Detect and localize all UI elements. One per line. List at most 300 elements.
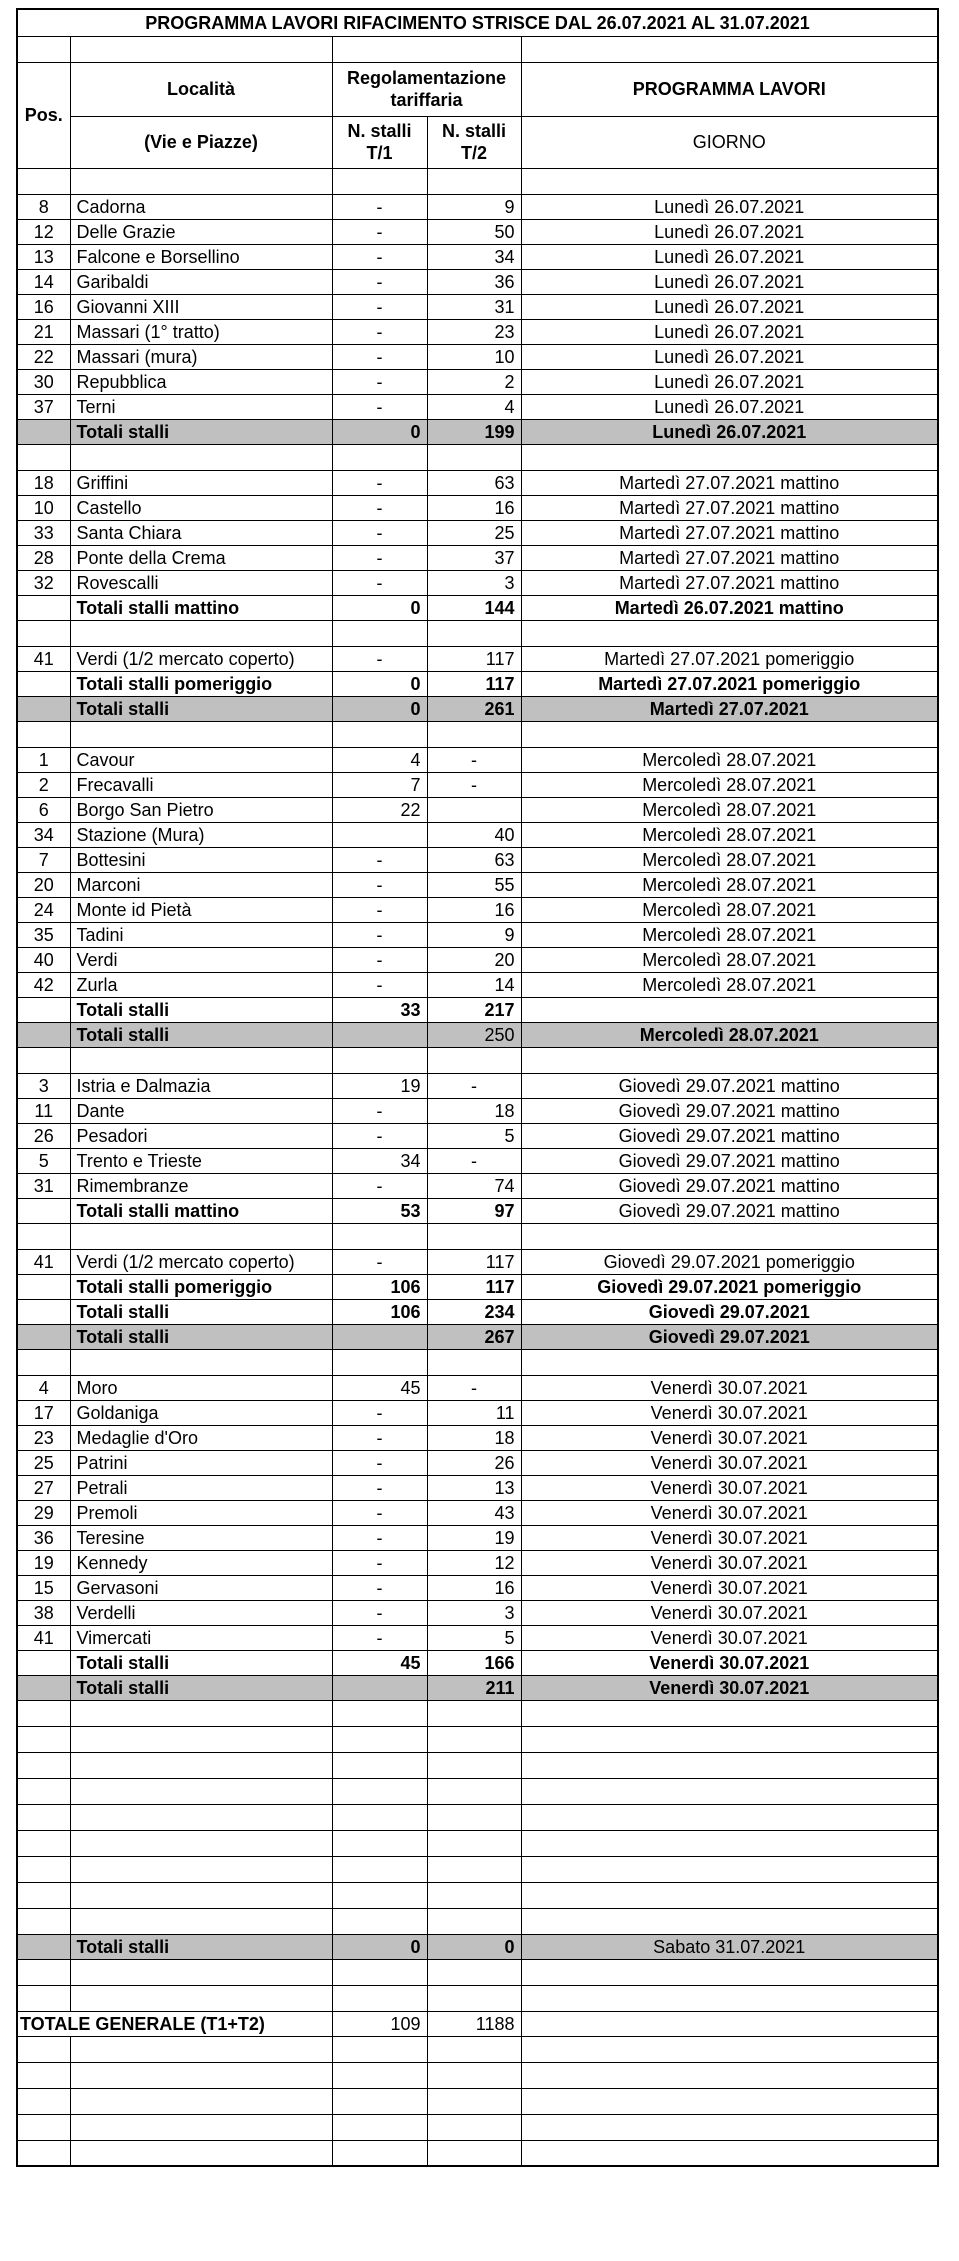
header-vie: (Vie e Piazze) — [70, 116, 332, 168]
cell-pos: 18 — [17, 470, 70, 495]
cell-pos: 11 — [17, 1098, 70, 1123]
cell-localita: Petrali — [70, 1475, 332, 1500]
header-regolamentazione: Regolamentazione tariffaria — [332, 62, 521, 116]
cell-total-label: Totali stalli — [70, 1022, 332, 1047]
cell-t1: - — [332, 872, 427, 897]
cell-giorno: Lunedì 26.07.2021 — [521, 244, 938, 269]
cell-total-label: Totali stalli — [70, 1934, 332, 1959]
cell-total-t1: 106 — [332, 1299, 427, 1324]
cell-pos: 34 — [17, 822, 70, 847]
cell-total-giorno: Giovedì 29.07.2021 mattino — [521, 1198, 938, 1223]
cell-localita: Verdi (1/2 mercato coperto) — [70, 1249, 332, 1274]
table-row — [17, 545, 938, 570]
header-programma: PROGRAMMA LAVORI — [521, 62, 938, 116]
cell-t1: - — [332, 1098, 427, 1123]
cell-t2: 3 — [427, 1600, 521, 1625]
spacer-row — [17, 2062, 938, 2088]
cell-t1: - — [332, 269, 427, 294]
cell-t2: 50 — [427, 219, 521, 244]
cell-t2: 2 — [427, 369, 521, 394]
cell-total-label: Totali stalli — [70, 1324, 332, 1349]
cell-localita: Premoli — [70, 1500, 332, 1525]
header-pos: Pos. — [17, 62, 70, 168]
cell-pos: 12 — [17, 219, 70, 244]
cell-pos: 1 — [17, 747, 70, 772]
spacer-row — [17, 1726, 938, 1752]
cell-t2: 19 — [427, 1525, 521, 1550]
cell-t1: - — [332, 947, 427, 972]
cell-t2: 18 — [427, 1098, 521, 1123]
cell-total-giorno: Giovedì 29.07.2021 — [521, 1324, 938, 1349]
cell-total-label: Totali stalli — [70, 1650, 332, 1675]
page-title: PROGRAMMA LAVORI RIFACIMENTO STRISCE DAL 26.07.2021 AL 31.07.2021 — [17, 9, 938, 36]
cell-t1: - — [332, 646, 427, 671]
table-row — [17, 1123, 938, 1148]
cell-localita: Verdi (1/2 mercato coperto) — [70, 646, 332, 671]
cell-t1: - — [332, 1575, 427, 1600]
table-row — [17, 947, 938, 972]
cell-t2: - — [427, 1375, 521, 1400]
cell-total-t1: 0 — [332, 595, 427, 620]
cell-giorno: Giovedì 29.07.2021 mattino — [521, 1123, 938, 1148]
cell-t1: - — [332, 1249, 427, 1274]
cell-total-label: Totali stalli — [70, 696, 332, 721]
cell-giorno: Lunedì 26.07.2021 — [521, 219, 938, 244]
cell-t2: 117 — [427, 646, 521, 671]
day-total-row — [17, 696, 938, 721]
cell-total-t1: 33 — [332, 997, 427, 1022]
cell-localita: Vimercati — [70, 1625, 332, 1650]
cell-localita: Cavour — [70, 747, 332, 772]
cell-total-t2: 117 — [427, 1274, 521, 1299]
cell-giorno: Venerdì 30.07.2021 — [521, 1400, 938, 1425]
cell-giorno: Giovedì 29.07.2021 pomeriggio — [521, 1249, 938, 1274]
cell-pos: 3 — [17, 1073, 70, 1098]
cell-pos: 41 — [17, 646, 70, 671]
spacer-row — [17, 721, 938, 747]
cell-localita: Griffini — [70, 470, 332, 495]
cell-localita: Tadini — [70, 922, 332, 947]
grand-total-row — [17, 2011, 938, 2036]
header-t1: N. stalli T/1 — [332, 116, 427, 168]
table-row — [17, 972, 938, 997]
cell-total-t2: 211 — [427, 1675, 521, 1700]
subtotal-row — [17, 997, 938, 1022]
cell-t1: - — [332, 1500, 427, 1525]
cell-localita: Teresine — [70, 1525, 332, 1550]
cell-localita: Goldaniga — [70, 1400, 332, 1425]
table-row — [17, 1575, 938, 1600]
day-total-row — [17, 1675, 938, 1700]
cell-localita: Ponte della Crema — [70, 545, 332, 570]
cell-t1: - — [332, 470, 427, 495]
spacer-row — [17, 1047, 938, 1073]
cell-t1 — [332, 822, 427, 847]
cell-total-giorno: Giovedì 29.07.2021 pomeriggio — [521, 1274, 938, 1299]
cell-t2: 16 — [427, 495, 521, 520]
cell-pos: 10 — [17, 495, 70, 520]
day-total-row — [17, 1022, 938, 1047]
table-row — [17, 269, 938, 294]
cell-t1: - — [332, 972, 427, 997]
table-row — [17, 194, 938, 219]
table-row — [17, 244, 938, 269]
table-row — [17, 470, 938, 495]
cell-giorno: Venerdì 30.07.2021 — [521, 1600, 938, 1625]
cell-giorno: Venerdì 30.07.2021 — [521, 1425, 938, 1450]
cell-pos: 42 — [17, 972, 70, 997]
cell-total-t1: 45 — [332, 1650, 427, 1675]
cell-total-t2: 117 — [427, 671, 521, 696]
table-row — [17, 570, 938, 595]
cell-total-t2: 261 — [427, 696, 521, 721]
table-row — [17, 495, 938, 520]
cell-t1: - — [332, 1475, 427, 1500]
table-row — [17, 1450, 938, 1475]
cell-total-giorno: Sabato 31.07.2021 — [521, 1934, 938, 1959]
table-row — [17, 369, 938, 394]
cell-t1: - — [332, 1550, 427, 1575]
cell-giorno: Mercoledì 28.07.2021 — [521, 847, 938, 872]
cell-giorno: Venerdì 30.07.2021 — [521, 1475, 938, 1500]
cell-pos: 22 — [17, 344, 70, 369]
cell-total-t2: 0 — [427, 1934, 521, 1959]
cell-pos — [17, 1022, 70, 1047]
header-localita: Località — [70, 62, 332, 116]
cell-localita: Frecavalli — [70, 772, 332, 797]
spacer-row — [17, 620, 938, 646]
cell-total-t1 — [332, 1675, 427, 1700]
cell-giorno: Martedì 27.07.2021 mattino — [521, 520, 938, 545]
spacer-row — [17, 2114, 938, 2140]
cell-localita: Istria e Dalmazia — [70, 1073, 332, 1098]
table-row — [17, 872, 938, 897]
cell-t1: 19 — [332, 1073, 427, 1098]
spacer-row — [17, 2140, 938, 2166]
cell-pos — [17, 1934, 70, 1959]
cell-total-giorno: Venerdì 30.07.2021 — [521, 1675, 938, 1700]
cell-total-t2: 250 — [427, 1022, 521, 1047]
cell-t2: 74 — [427, 1173, 521, 1198]
cell-t1: - — [332, 545, 427, 570]
cell-giorno: Martedì 27.07.2021 mattino — [521, 470, 938, 495]
cell-pos — [17, 1650, 70, 1675]
cell-pos — [17, 671, 70, 696]
cell-t2: 13 — [427, 1475, 521, 1500]
table-row — [17, 1375, 938, 1400]
cell-pos — [17, 1198, 70, 1223]
table-row — [17, 822, 938, 847]
cell-total-giorno: Martedì 27.07.2021 pomeriggio — [521, 671, 938, 696]
grand-total-label: TOTALE GENERALE (T1+T2) — [17, 2011, 332, 2036]
grand-total-t2: 1188 — [427, 2011, 521, 2036]
table-row — [17, 1073, 938, 1098]
cell-giorno: Lunedì 26.07.2021 — [521, 194, 938, 219]
table-row — [17, 1550, 938, 1575]
cell-total-label: Totali stalli — [70, 419, 332, 444]
cell-giorno: Mercoledì 28.07.2021 — [521, 922, 938, 947]
spacer-row — [17, 1778, 938, 1804]
cell-giorno: Giovedì 29.07.2021 mattino — [521, 1148, 938, 1173]
cell-t2: 55 — [427, 872, 521, 897]
subtotal-row — [17, 1274, 938, 1299]
cell-localita: Monte id Pietà — [70, 897, 332, 922]
cell-giorno: Mercoledì 28.07.2021 — [521, 872, 938, 897]
cell-pos: 28 — [17, 545, 70, 570]
cell-pos: 19 — [17, 1550, 70, 1575]
table-row — [17, 797, 938, 822]
cell-t2: 36 — [427, 269, 521, 294]
subheader-row — [17, 116, 938, 168]
cell-t2: 4 — [427, 394, 521, 419]
cell-t2: 18 — [427, 1425, 521, 1450]
cell-t2: 3 — [427, 570, 521, 595]
cell-localita: Zurla — [70, 972, 332, 997]
cell-pos: 13 — [17, 244, 70, 269]
cell-t1: - — [332, 194, 427, 219]
cell-total-label: Totali stalli pomeriggio — [70, 671, 332, 696]
cell-total-giorno: Lunedì 26.07.2021 — [521, 419, 938, 444]
cell-giorno: Venerdì 30.07.2021 — [521, 1550, 938, 1575]
cell-total-giorno: Martedì 26.07.2021 mattino — [521, 595, 938, 620]
cell-pos: 20 — [17, 872, 70, 897]
table-row — [17, 1425, 938, 1450]
cell-giorno: Venerdì 30.07.2021 — [521, 1375, 938, 1400]
cell-giorno: Giovedì 29.07.2021 mattino — [521, 1098, 938, 1123]
cell-giorno: Mercoledì 28.07.2021 — [521, 772, 938, 797]
cell-localita: Marconi — [70, 872, 332, 897]
cell-giorno: Mercoledì 28.07.2021 — [521, 972, 938, 997]
cell-localita: Massari (mura) — [70, 344, 332, 369]
cell-total-t1 — [332, 1022, 427, 1047]
cell-giorno: Mercoledì 28.07.2021 — [521, 747, 938, 772]
table-row — [17, 897, 938, 922]
cell-localita: Dante — [70, 1098, 332, 1123]
subtotal-row — [17, 1650, 938, 1675]
spacer-row — [17, 1349, 938, 1375]
cell-t1: - — [332, 570, 427, 595]
cell-total-t2: 166 — [427, 1650, 521, 1675]
cell-pos — [17, 419, 70, 444]
cell-t1: - — [332, 344, 427, 369]
cell-pos: 37 — [17, 394, 70, 419]
cell-pos: 38 — [17, 1600, 70, 1625]
cell-t2: 14 — [427, 972, 521, 997]
cell-t2: 40 — [427, 822, 521, 847]
cell-t2: - — [427, 747, 521, 772]
subtotal-row — [17, 595, 938, 620]
cell-total-label: Totali stalli mattino — [70, 1198, 332, 1223]
cell-t1: - — [332, 495, 427, 520]
cell-total-label: Totali stalli — [70, 1299, 332, 1324]
table-row — [17, 922, 938, 947]
day-total-row — [17, 419, 938, 444]
cell-giorno: Lunedì 26.07.2021 — [521, 319, 938, 344]
cell-giorno: Giovedì 29.07.2021 mattino — [521, 1073, 938, 1098]
spacer-row — [17, 1985, 938, 2011]
spacer-row — [17, 1959, 938, 1985]
cell-t1: - — [332, 319, 427, 344]
cell-pos: 6 — [17, 797, 70, 822]
cell-pos: 17 — [17, 1400, 70, 1425]
cell-t1: - — [332, 369, 427, 394]
cell-pos: 23 — [17, 1425, 70, 1450]
table-row — [17, 1500, 938, 1525]
cell-t2: 9 — [427, 922, 521, 947]
cell-pos: 30 — [17, 369, 70, 394]
table-row — [17, 344, 938, 369]
cell-total-t1: 53 — [332, 1198, 427, 1223]
cell-t2 — [427, 797, 521, 822]
cell-pos: 29 — [17, 1500, 70, 1525]
spacer-row — [17, 1804, 938, 1830]
cell-pos — [17, 1675, 70, 1700]
table-row — [17, 1249, 938, 1274]
cell-t1: - — [332, 1600, 427, 1625]
cell-localita: Terni — [70, 394, 332, 419]
cell-total-t1: 0 — [332, 1934, 427, 1959]
spacer-row — [17, 2088, 938, 2114]
cell-pos: 21 — [17, 319, 70, 344]
cell-pos: 32 — [17, 570, 70, 595]
cell-total-label: Totali stalli — [70, 1675, 332, 1700]
cell-pos — [17, 997, 70, 1022]
table-row — [17, 294, 938, 319]
spacer-row — [17, 1908, 938, 1934]
cell-total-giorno — [521, 997, 938, 1022]
spacer-row — [17, 444, 938, 470]
cell-total-t2: 144 — [427, 595, 521, 620]
cell-t1: - — [332, 1625, 427, 1650]
cell-t2: 26 — [427, 1450, 521, 1475]
cell-pos: 35 — [17, 922, 70, 947]
cell-t2: - — [427, 772, 521, 797]
cell-pos: 25 — [17, 1450, 70, 1475]
cell-localita: Medaglie d'Oro — [70, 1425, 332, 1450]
spacer-row — [17, 1856, 938, 1882]
cell-total-t1: 0 — [332, 696, 427, 721]
spacer-row — [17, 1223, 938, 1249]
cell-pos: 15 — [17, 1575, 70, 1600]
cell-giorno: Martedì 27.07.2021 pomeriggio — [521, 646, 938, 671]
cell-giorno: Martedì 27.07.2021 mattino — [521, 495, 938, 520]
spacer-row — [17, 36, 938, 62]
cell-pos: 4 — [17, 1375, 70, 1400]
cell-localita: Massari (1° tratto) — [70, 319, 332, 344]
cell-giorno: Venerdì 30.07.2021 — [521, 1625, 938, 1650]
cell-t2: 16 — [427, 1575, 521, 1600]
cell-localita: Repubblica — [70, 369, 332, 394]
cell-total-giorno: Giovedì 29.07.2021 — [521, 1299, 938, 1324]
cell-pos: 33 — [17, 520, 70, 545]
day-total-row — [17, 1324, 938, 1349]
cell-t1: 22 — [332, 797, 427, 822]
cell-pos: 31 — [17, 1173, 70, 1198]
spacer-row — [17, 1700, 938, 1726]
cell-localita: Stazione (Mura) — [70, 822, 332, 847]
cell-total-giorno: Martedì 27.07.2021 — [521, 696, 938, 721]
cell-giorno: Venerdì 30.07.2021 — [521, 1575, 938, 1600]
cell-pos: 26 — [17, 1123, 70, 1148]
cell-t2: 16 — [427, 897, 521, 922]
cell-t2: 31 — [427, 294, 521, 319]
cell-total-t1: 0 — [332, 419, 427, 444]
cell-t2: 5 — [427, 1123, 521, 1148]
cell-t1: - — [332, 922, 427, 947]
table-row — [17, 1173, 938, 1198]
spacer-row — [17, 1830, 938, 1856]
cell-t2: 11 — [427, 1400, 521, 1425]
table-row — [17, 1098, 938, 1123]
cell-t1: - — [332, 1525, 427, 1550]
cell-giorno: Venerdì 30.07.2021 — [521, 1450, 938, 1475]
cell-localita: Verdelli — [70, 1600, 332, 1625]
spacer-row — [17, 1752, 938, 1778]
table-row — [17, 1475, 938, 1500]
cell-localita: Delle Grazie — [70, 219, 332, 244]
cell-pos — [17, 1274, 70, 1299]
table-row — [17, 1148, 938, 1173]
cell-total-t2: 267 — [427, 1324, 521, 1349]
cell-t1: - — [332, 244, 427, 269]
cell-localita: Giovanni XIII — [70, 294, 332, 319]
work-schedule-table — [16, 8, 939, 2167]
cell-total-t2: 217 — [427, 997, 521, 1022]
cell-localita: Gervasoni — [70, 1575, 332, 1600]
table-row — [17, 1525, 938, 1550]
cell-total-t2: 97 — [427, 1198, 521, 1223]
cell-giorno: Giovedì 29.07.2021 mattino — [521, 1173, 938, 1198]
day-total-row — [17, 1934, 938, 1959]
subtotal-row — [17, 1299, 938, 1324]
cell-localita: Verdi — [70, 947, 332, 972]
cell-t2: 34 — [427, 244, 521, 269]
cell-total-t2: 199 — [427, 419, 521, 444]
cell-pos: 36 — [17, 1525, 70, 1550]
cell-t2: 63 — [427, 470, 521, 495]
cell-t2: 20 — [427, 947, 521, 972]
header-giorno: GIORNO — [521, 116, 938, 168]
cell-t1: - — [332, 294, 427, 319]
cell-giorno: Martedì 27.07.2021 mattino — [521, 545, 938, 570]
cell-localita: Patrini — [70, 1450, 332, 1475]
cell-t1: - — [332, 1400, 427, 1425]
cell-pos — [17, 1299, 70, 1324]
cell-total-label: Totali stalli pomeriggio — [70, 1274, 332, 1299]
cell-giorno: Lunedì 26.07.2021 — [521, 394, 938, 419]
table-row — [17, 646, 938, 671]
subtotal-row — [17, 1198, 938, 1223]
cell-pos: 14 — [17, 269, 70, 294]
cell-giorno: Mercoledì 28.07.2021 — [521, 897, 938, 922]
cell-pos — [17, 696, 70, 721]
cell-pos: 27 — [17, 1475, 70, 1500]
cell-giorno: Mercoledì 28.07.2021 — [521, 822, 938, 847]
cell-total-label: Totali stalli mattino — [70, 595, 332, 620]
cell-t1: - — [332, 219, 427, 244]
cell-localita: Rimembranze — [70, 1173, 332, 1198]
cell-giorno: Mercoledì 28.07.2021 — [521, 797, 938, 822]
cell-pos: 40 — [17, 947, 70, 972]
cell-t1: 4 — [332, 747, 427, 772]
cell-t1: 7 — [332, 772, 427, 797]
header-row — [17, 62, 938, 116]
spacer-row — [17, 1882, 938, 1908]
cell-total-t1: 106 — [332, 1274, 427, 1299]
cell-t2: 5 — [427, 1625, 521, 1650]
cell-giorno: Venerdì 30.07.2021 — [521, 1525, 938, 1550]
cell-t2: 117 — [427, 1249, 521, 1274]
